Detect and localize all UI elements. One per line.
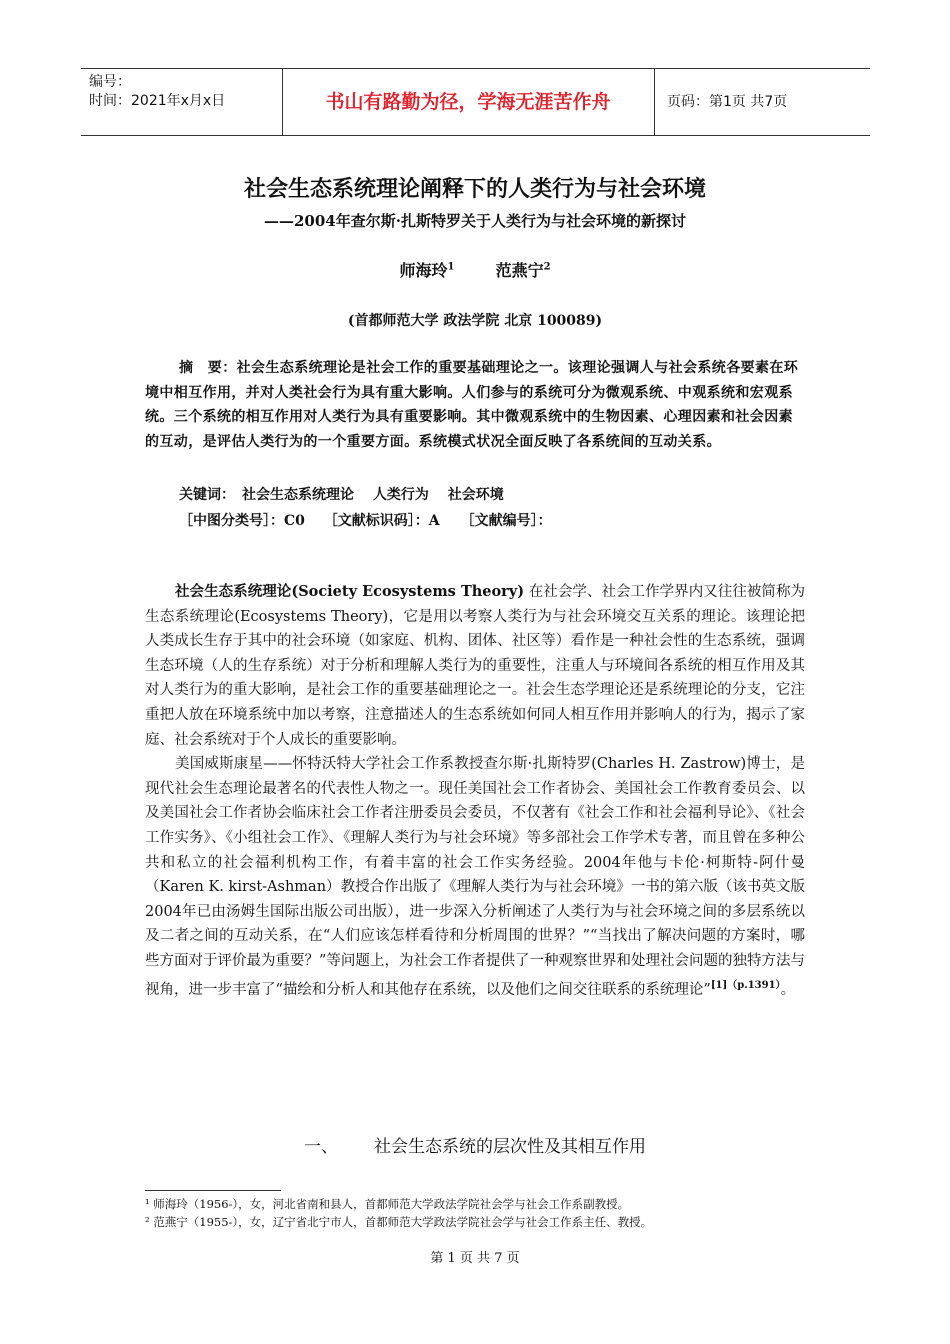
paragraph	[145, 580, 805, 752]
author-name: 师海玲	[399, 261, 448, 280]
page-footer: 第 1 页 共 7 页	[430, 1251, 520, 1266]
paragraph-text: 美国威斯康星——怀特沃特大学社会工作系教授查尔斯·扎斯特罗(Charles H. Zastrow)博士，是现代社会生态理论最著名的代表性人物之一。现任美国社会工作者协会、美国社会工作教育委员会、以及美国社会工作者协会临床社会工作者注册委员会委员，不仅著有《社会工作和社会福利导论》、《社会工作实务》、《小组社会工作》、《理解人类行为与社会环境》等多部社会工作学术专著，而且曾在多种公共和私立的社会福利机构工作，有着丰富的社会工作实务经验。2004年他与卡伦·柯斯特-阿什曼（Karen K. kirst-Ashman）教授合作出版了《理解人类行为与社会环境》一书的第六版（该书英文版2004年已由汤姆生国际出版公司出版），进一步深入分析阐述了人类行为与社会环境之间的多层系统以及二者之间的互动关系，在“人们应该怎样看待和分析周围的世界？”“当找出了解决问题的方案时，哪些方面对于评价最为重要？”等问题上，为社会工作者提供了一种观察世界和处理社会问题的独特方法与视角，进一步丰富了“描绘和分析人和其他存在系统，以及他们之间交往联系的系统理论”	[145, 756, 805, 998]
paragraph-text: 在社会学、社会工作学界内又往往被简称为生态系统理论(Ecosystems Theory)，它是用以考察人类行为与社会环境交互关系的理论。该理论把人类成长生存于其中的社会环境（如家庭、机构、团体、社区等）看作是一种社会性的生态系统，强调生态环境（人的生存系统）对于分析和理解人类行为的重要性，注重人与环境间各系统的相互作用及其对人类行为的重大影响，是社会工作的重要基础理论之一。社会生态学理论还是系统理论的分支，它注重把人放在环境系统中加以考察，注意描述人的生态系统如何同人相互作用并影响人的行为，揭示了家庭、社会系统对于个人成长的重要影响。	[145, 584, 805, 748]
paragraph	[145, 752, 805, 1002]
section-heading	[0, 1132, 950, 1157]
body-text	[145, 580, 805, 1002]
section-number: 一、	[304, 1137, 338, 1157]
author-footnote-mark: 1	[447, 261, 455, 273]
keywords: 关键词： 社会生态系统理论 人类行为 社会环境	[179, 487, 504, 503]
abstract-label: 摘 要：	[179, 360, 237, 376]
document-subtitle: ——2004年查尔斯·扎斯特罗关于人类行为与社会环境的新探讨	[264, 212, 686, 230]
header-motto: 书山有路勤为径，学海无涯苦作舟	[325, 91, 611, 113]
author-footnote-mark: 2	[543, 261, 551, 273]
footnote: ² 范燕宁（1955-），女，辽宁省北宁市人，首都师范大学政法学院社会学与社会工作系主任、教授。	[145, 1215, 653, 1229]
document-title: 社会生态系统理论阐释下的人类行为与社会环境	[243, 177, 706, 202]
paragraph-end: 。	[780, 981, 796, 998]
abstract	[145, 356, 805, 454]
page-header	[81, 68, 870, 136]
abstract-text: 社会生态系统理论是社会工作的重要基础理论之一。该理论强调人与社会系统各要素在环境中相互作用，并对人类社会行为具有重大影响。人们参与的系统可分为微观系统、中观系统和宏观系统。三个系统的相互作用对人类行为具有重要影响。其中微观系统中的生物因素、心理因素和社会因素的互动，是评估人类行为的一个重要方面。系统模式状况全面反映了各系统间的互动关系。	[145, 360, 799, 450]
header-divider	[654, 69, 655, 135]
term-bold: 社会生态系统理论(Society Ecosystems Theory)	[175, 583, 525, 600]
section-title: 社会生态系统的层次性及其相互作用	[374, 1137, 646, 1157]
footnote: ¹ 师海玲（1956-），女，河北省南和县人，首都师范大学政法学院社会学与社会工作系副教授。	[145, 1197, 630, 1211]
header-page-info: 页码：第1页 共7页	[667, 94, 788, 110]
footnote-divider	[145, 1190, 281, 1191]
affiliation: (首都师范大学 政法学院 北京 100089)	[347, 313, 603, 329]
classification-line: ［中图分类号］：C0 ［文献标识码］：A ［文献编号］：	[179, 513, 552, 529]
citation: [1]（p.1391）	[710, 979, 781, 991]
time-label: 时间：2021年x月x日	[89, 93, 226, 109]
number-label: 编号：	[89, 74, 131, 90]
authors	[0, 258, 950, 281]
header-meta	[89, 73, 279, 111]
author-name: 范燕宁	[495, 261, 544, 280]
